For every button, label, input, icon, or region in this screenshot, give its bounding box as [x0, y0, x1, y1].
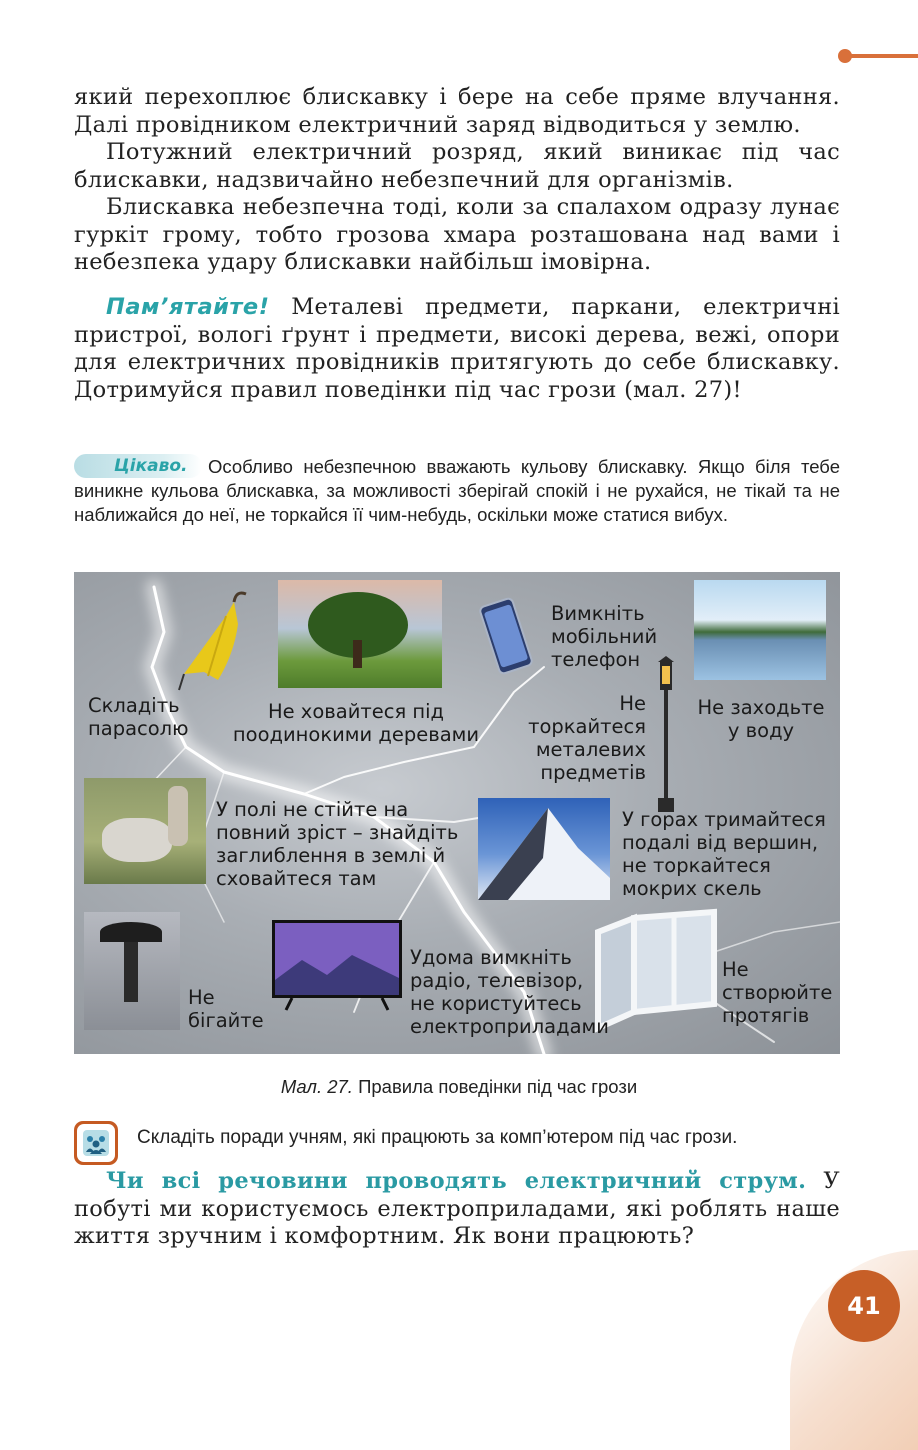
phone-icon: [479, 597, 539, 679]
label-metal: Не торкайтеся металевих предметів: [528, 692, 646, 784]
label-tree: Не ховайтеся під поодинокими деревами: [232, 700, 480, 746]
paragraph-1-line-2: Далі провідником електричний заряд відводиться у землю.: [74, 111, 801, 138]
section-text: У побуті ми користуємось електроприладами, які роблять наше життя зручним і комфортним. Як вони працюють?: [74, 1168, 840, 1249]
remember-text: Металеві предмети, паркани, електричні пристрої, вологі ґрунт і предмети, високі дерева, вежі, опори для електричних провідників притягують до себе блискавку. Дотримуйся правил поведінки під час грози (мал. 27)!: [74, 294, 840, 403]
caption-label: Мал. 27.: [280, 1076, 353, 1097]
interesting-text: Особливо небезпечною вважають кульову блискавку. Якщо біля тебе виникне кульова блискавка, за можливості зберігай спокій і не рухайся, не тікай та не наближайся до неї, не торкайся її чим-небудь, оскільки може статися вибух.: [74, 456, 840, 525]
paragraph-1-line-1: який перехоплює блискавку і бере на себе пряме влучання.: [74, 84, 840, 110]
interesting-note: [74, 454, 840, 527]
group-task-icon: [74, 1121, 118, 1165]
tree-photo: [278, 580, 442, 688]
remember-paragraph: [74, 294, 840, 404]
page-number: 41: [828, 1270, 900, 1342]
label-field: У полі не стійте на повний зріст – знайдіть заглиблення в землі й сховайтеся там: [216, 798, 459, 890]
window-icon: [594, 908, 718, 1034]
section-paragraph: [74, 1168, 840, 1251]
lamp-post-icon: [652, 656, 680, 816]
tv-icon: [272, 920, 402, 1012]
mountain-photo: [478, 798, 610, 900]
label-draft: Не створюйте протягів: [722, 958, 833, 1027]
label-phone: Вимкніть мобільний телефон: [551, 602, 658, 671]
figure-caption: [0, 1076, 918, 1098]
label-mountains: У горах тримайтеся подалі від вершин, не торкайтеся мокрих скель: [622, 808, 826, 900]
interesting-badge: [74, 454, 202, 478]
umbrella-icon: [174, 584, 256, 694]
paragraph-3: Блискавка небезпечна тоді, коли за спалахом одразу лунає гуркіт грому, тобто грозова хмара розташована над вами і небезпека удару блискавки найбільш імовірна.: [74, 194, 840, 275]
caption-text: Правила поведінки під час грози: [352, 1076, 638, 1097]
label-run: Не бігайте: [188, 986, 264, 1032]
label-home: Удома вимкніть радіо, телевізор, не користуйтесь електроприладами: [410, 946, 609, 1038]
lake-photo: [694, 580, 826, 680]
paragraph-2: Потужний електричний розряд, який виникає під час блискавки, надзвичайно небезпечний для організмів.: [74, 139, 840, 193]
thunderstorm-rules-figure: [74, 572, 840, 1054]
sheep-photo: [84, 778, 206, 884]
label-water: Не заходьте у воду: [697, 696, 825, 742]
interesting-label: Цікаво.: [114, 456, 188, 476]
paragraph-1: [74, 84, 840, 139]
runner-photo: [84, 912, 180, 1030]
remember-label: Пам’ятайте!: [106, 294, 270, 320]
task-text: Складіть поради учням, які працюють за комп’ютером під час грози.: [137, 1127, 738, 1148]
label-umbrella: Складіть парасолю: [88, 694, 189, 740]
top-decor-dot: [838, 49, 852, 63]
section-heading: Чи всі речовини проводять електричний струм.: [106, 1168, 807, 1194]
